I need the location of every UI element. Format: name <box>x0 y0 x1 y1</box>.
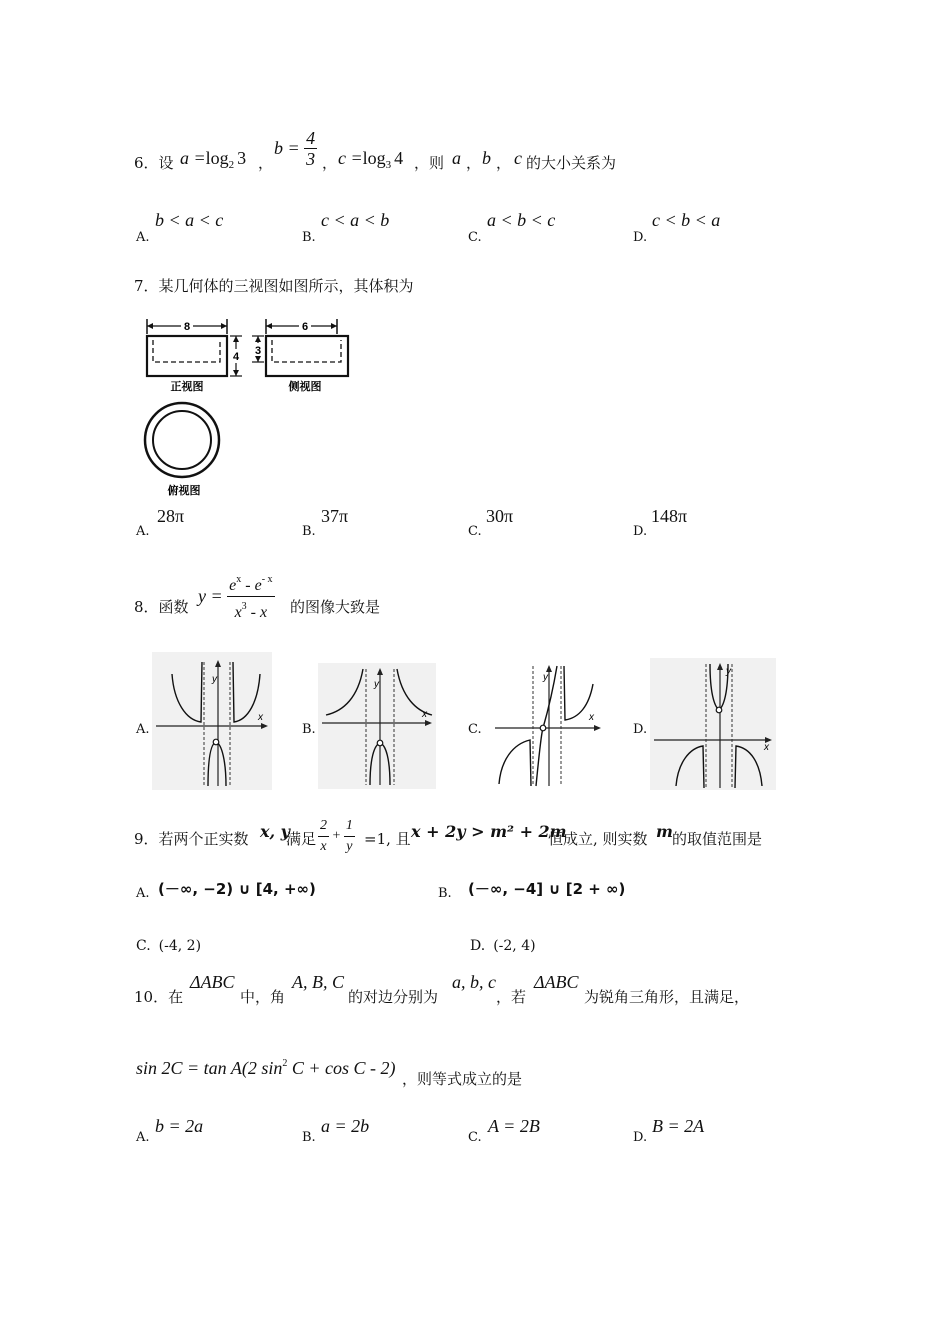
q7-option-a-expr: 28π <box>157 506 185 526</box>
q9-constraint <box>318 816 355 857</box>
q6-option-c-label: C. <box>468 230 482 245</box>
q8-c-x-label: x <box>589 712 594 723</box>
q8-num-e1: e <box>229 577 237 594</box>
q6-b-fraction <box>304 128 317 169</box>
q9-var-m: m <box>656 822 673 841</box>
q10-eq-b: C + cos C - 2) <box>287 1058 396 1078</box>
q9-plus: + <box>332 828 341 844</box>
q6-comma-1: ， <box>258 154 274 172</box>
q8-numerator <box>227 570 274 597</box>
top-view <box>145 403 219 497</box>
q10-option-b-expr: a = 2b <box>321 1116 370 1136</box>
q6-mid-text: ，则 <box>414 154 445 172</box>
q8-graph-a <box>152 652 272 790</box>
q8-num-sup2: - x <box>261 574 273 585</box>
q9-eq: =1, 且 <box>364 830 411 848</box>
q10-eq-a: sin 2C = tan A(2 sin <box>136 1058 283 1078</box>
q6-comma-3: ， <box>466 154 482 172</box>
q9-option-c-expr: (-4, 2) <box>158 938 202 954</box>
q9-inequality: x + 2y > m² + 2m <box>411 822 567 841</box>
q10-triangle-2: ΔABC <box>534 972 579 992</box>
q8-num-minus: - <box>241 577 255 594</box>
q9-option-a-label: A. <box>136 886 150 901</box>
q8-den-rest: - x <box>246 604 268 621</box>
q6-option-c-expr: a < b < c <box>487 210 556 230</box>
q9-tail: 的取值范围是 <box>672 830 763 848</box>
q8-option-c-label: C. <box>468 722 482 737</box>
q9-option-c-label-wrap <box>136 938 201 954</box>
q10-equation <box>136 1058 395 1079</box>
q6-option-b-label: B. <box>302 230 316 245</box>
q6-a-base: 2 <box>228 159 235 171</box>
q8-num-e2: e <box>254 577 262 594</box>
q9-option-b-label: B. <box>438 886 452 901</box>
q9-mid: 满足 <box>286 830 317 848</box>
q6-c-lhs: c = <box>338 148 363 168</box>
q7-option-d-label: D. <box>633 524 648 539</box>
q8-d-x-label: x <box>764 742 769 753</box>
q6-c-base: 3 <box>385 159 392 171</box>
q6-comma-2: ， <box>322 154 338 172</box>
q10-option-d-expr: B = 2A <box>652 1116 705 1136</box>
q8-den-x: x <box>234 604 242 621</box>
q6-tail: 的大小关系为 <box>526 154 617 172</box>
q7-option-c-label: C. <box>468 524 482 539</box>
q10-mid2: 的对边分别为 <box>348 988 439 1006</box>
q8-b-y-label: y <box>374 679 379 690</box>
q10-triangle-1: ΔABC <box>190 972 235 992</box>
q6-b-def <box>274 128 317 169</box>
q10-mid1: 中，角 <box>240 988 286 1006</box>
q9-frac-1 <box>318 816 329 857</box>
q8-graph-b <box>318 663 436 789</box>
three-view-figure <box>136 312 358 502</box>
q8-graph-d <box>650 658 776 790</box>
top-view-label: 俯视图 <box>167 485 201 497</box>
front-height-dim: 4 <box>232 351 240 363</box>
q6-var-c: c <box>514 148 522 168</box>
q9-option-a-expr: (－∞, −2) ∪ [4, +∞) <box>158 880 316 898</box>
q8-option-b-label: B. <box>302 722 316 737</box>
q7-option-b-label: B. <box>302 524 316 539</box>
q10-option-c-expr: A = 2B <box>488 1116 540 1136</box>
q6-number: 6．设 <box>134 154 174 172</box>
q6-c-def <box>338 148 403 171</box>
q9-option-c-label: C. <box>136 938 151 954</box>
q6-b-num: 4 <box>306 128 316 148</box>
q8-tail: 的图像大致是 <box>290 598 381 616</box>
q8-den-sup: 3 <box>241 601 247 612</box>
q9-f1-den: x <box>320 839 327 854</box>
q9-f2-den: y <box>346 839 353 854</box>
q6-b-lhs: b = <box>274 138 300 158</box>
q6-c-log: log <box>362 148 386 168</box>
front-width-dim: 8 <box>183 321 191 333</box>
q9-number: 9．若两个正实数 <box>134 830 249 848</box>
q10-number: 10．在 <box>134 988 184 1006</box>
side-view <box>252 319 348 393</box>
q9-frac-2 <box>344 816 355 857</box>
q6-option-a-label: A. <box>136 230 150 245</box>
q6-option-d-label: D. <box>633 230 648 245</box>
q8-c-y-label: y <box>543 672 548 683</box>
front-view <box>147 319 242 393</box>
q10-option-a-label: A. <box>136 1130 150 1145</box>
q9-option-d-label-wrap <box>470 938 536 954</box>
q6-var-b: b <box>482 148 491 168</box>
q9-mid2: 恒成立, 则实数 <box>548 830 648 848</box>
q10-tail1: 为锐角三角形，且满足， <box>584 988 750 1006</box>
q9-vars: x, y <box>260 822 290 841</box>
q8-d-y-label: y <box>726 666 731 677</box>
q8-option-d-label: D. <box>633 722 648 737</box>
q8-b-x-label: x <box>422 709 427 720</box>
q10-mid3: ，若 <box>496 988 527 1006</box>
q8-function <box>198 570 275 623</box>
q9-option-b-expr: (－∞, −4] ∪ [2 + ∞) <box>468 880 626 898</box>
front-view-label: 正视图 <box>170 381 204 393</box>
q8-y-lhs: y = <box>198 586 223 606</box>
q10-option-b-label: B. <box>302 1130 316 1145</box>
q8-a-x-label: x <box>258 712 263 723</box>
q10-sides: a, b, c <box>452 972 496 992</box>
q7-option-b-expr: 37π <box>321 506 349 526</box>
side-height-dim: 3 <box>254 345 262 357</box>
q8-denominator <box>227 597 274 623</box>
q8-graph-c <box>493 660 605 788</box>
q10-angles: A, B, C <box>292 972 344 992</box>
q6-comma-4: ， <box>496 154 512 172</box>
q6-var-a: a <box>452 148 461 168</box>
q6-option-d-expr: c < b < a <box>652 210 721 230</box>
q8-num-sup1: x <box>236 574 242 585</box>
q7-option-c-expr: 30π <box>486 506 514 526</box>
side-view-label: 侧视图 <box>288 381 322 393</box>
q10-eq-sup: 2 <box>282 1058 288 1069</box>
q8-option-a-label: A. <box>136 722 150 737</box>
q6-a-arg: 3 <box>237 148 247 168</box>
q6-option-b-expr: c < a < b <box>321 210 390 230</box>
q6-a-def <box>180 148 246 171</box>
side-width-dim: 6 <box>301 321 309 333</box>
q6-a-log: log <box>205 148 229 168</box>
q9-f2-num: 1 <box>344 816 355 837</box>
q9-option-d-expr: (-2, 4) <box>493 938 536 954</box>
q9-f1-num: 2 <box>318 816 329 837</box>
q8-fraction <box>227 570 274 623</box>
q8-number: 8．函数 <box>134 598 189 616</box>
q6-option-a-expr: b < a < c <box>155 210 224 230</box>
q10-option-d-label: D. <box>633 1130 648 1145</box>
q10-option-c-label: C. <box>468 1130 482 1145</box>
q6-b-den: 3 <box>306 149 316 169</box>
q6-a-lhs: a = <box>180 148 206 168</box>
q7-option-a-label: A. <box>136 524 150 539</box>
q10-option-a-expr: b = 2a <box>155 1116 204 1136</box>
q10-tail2: ，则等式成立的是 <box>402 1070 523 1088</box>
q8-a-y-label: y <box>212 674 217 685</box>
q9-option-d-label: D. <box>470 938 486 954</box>
q6-c-arg: 4 <box>394 148 404 168</box>
q7-option-d-expr: 148π <box>651 506 688 526</box>
q7-text: 7．某几何体的三视图如图所示，其体积为 <box>134 277 414 295</box>
